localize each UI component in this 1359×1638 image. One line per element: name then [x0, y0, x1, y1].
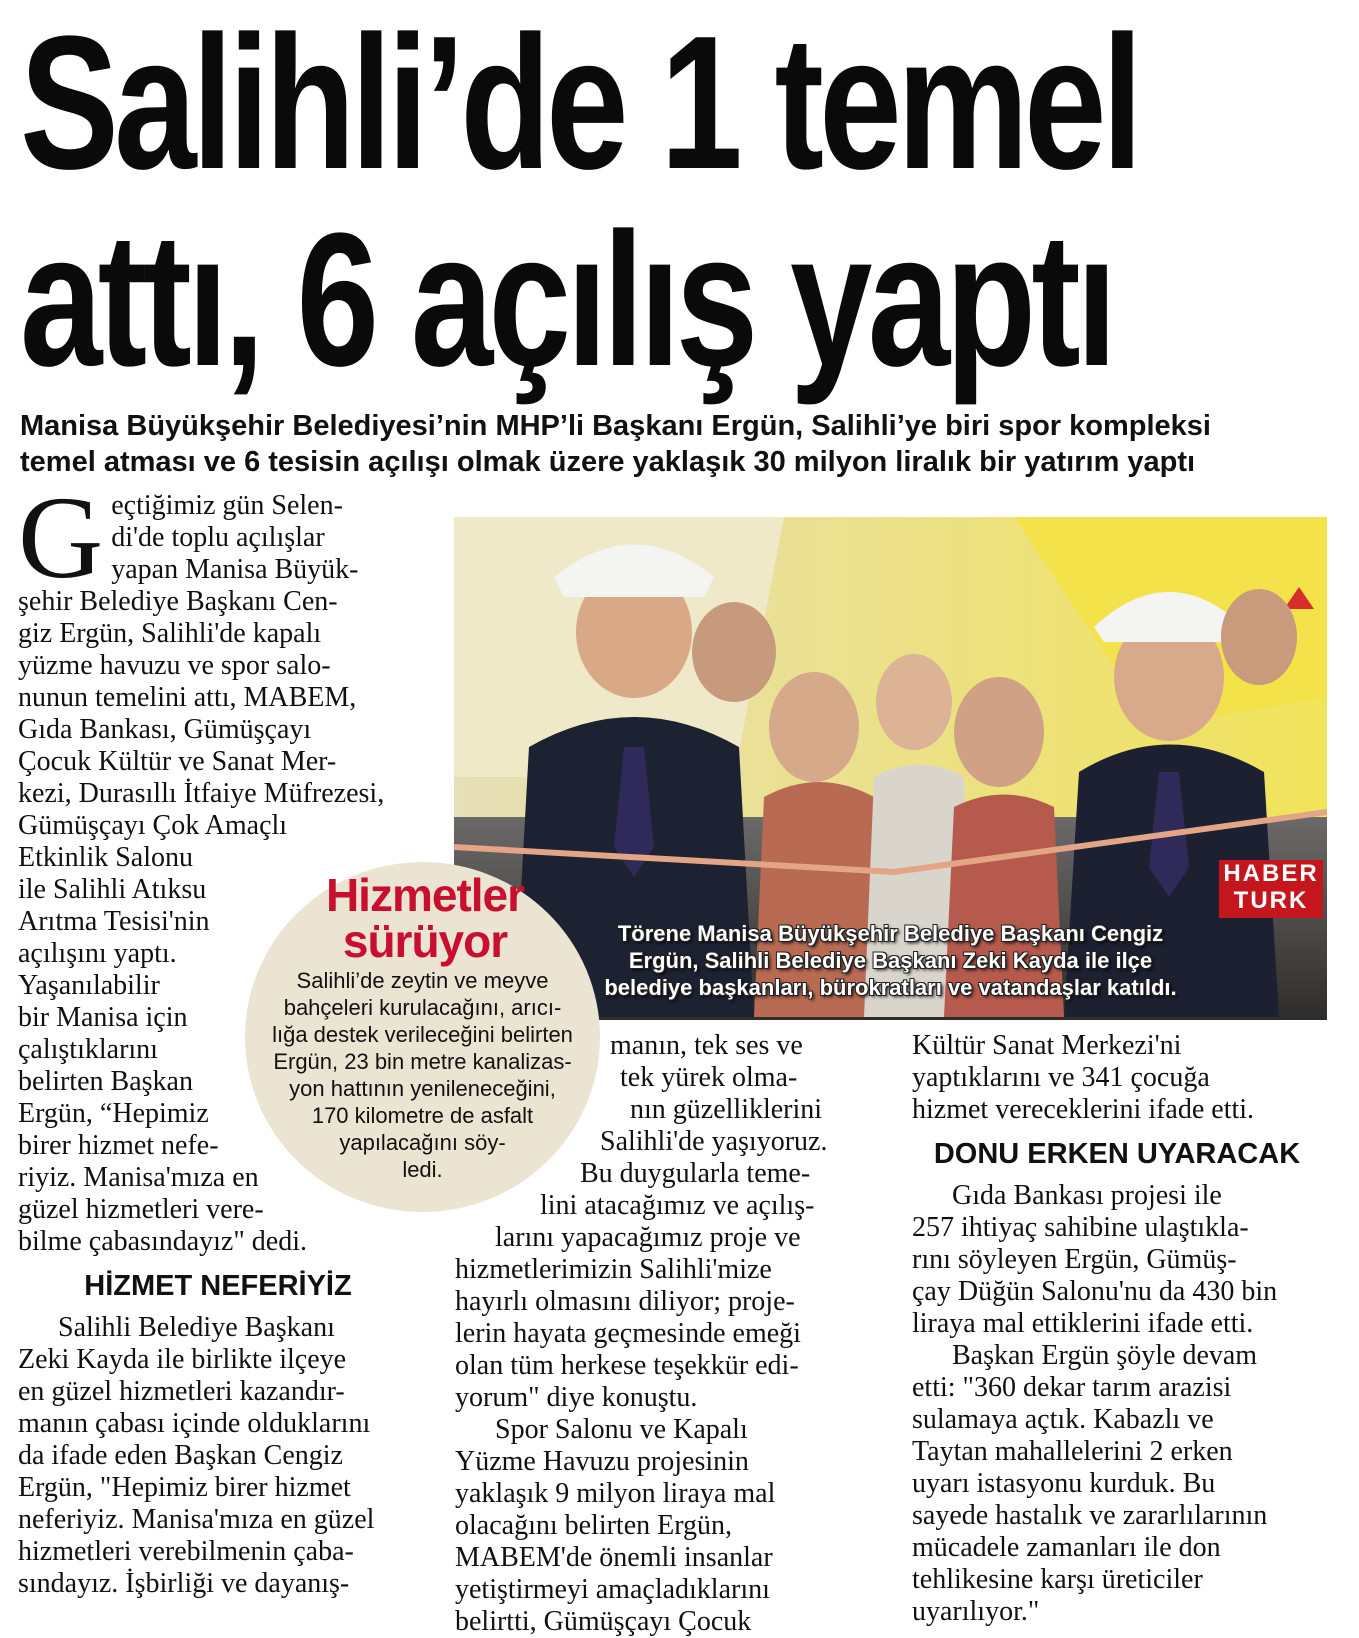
article-column-3 — [912, 1030, 1332, 1628]
text-line: tehlikesine karşı üreticiler — [912, 1564, 1203, 1595]
deck-line-1: Manisa Büyükşehir Belediyesi’nin MHP’li Başkanı Ergün, Salihli’ye biri spor kompleksi — [20, 410, 1211, 442]
text-line: çalıştıklarını — [18, 1034, 158, 1065]
text-line: MABEM'de önemli insanlar — [455, 1542, 773, 1573]
text-line: Arıtma Tesisi'nin — [18, 906, 210, 937]
callout-line: lığa destek verileceğini belirten — [272, 1022, 573, 1047]
logo-line-1: HABER — [1223, 860, 1319, 887]
text-line: uyarı istasyonu kurduk. Bu — [912, 1468, 1216, 1499]
callout-line: Ergün, 23 bin metre kanalizas- — [273, 1049, 572, 1074]
text-line: belirten Başkan — [18, 1066, 193, 1097]
caption-line: Ergün, Salihli Belediye Başkanı Zeki Kayda ile ilçe — [628, 948, 1153, 973]
text-line: belirtti, Gümüşçayı Çocuk — [455, 1606, 752, 1637]
text-line: 257 ihtiyaç sahibine ulaştıkla- — [912, 1212, 1249, 1243]
callout-line: yapılacağını söy- — [339, 1130, 506, 1155]
text-line: Ergün, "Hepimiz birer hizmet — [18, 1472, 351, 1503]
callout-line: Salihli’de zeytin ve meyve — [296, 968, 549, 993]
article-column-2 — [455, 1030, 875, 1638]
text-line: liraya mal ettiklerini ifade etti. — [912, 1308, 1254, 1339]
text-line: çay Düğün Salonu'nu da 430 bin — [912, 1276, 1278, 1307]
text-line: yorum" diye konuştu. — [455, 1382, 698, 1413]
text-line: Salihli'de yaşıyoruz. — [600, 1126, 828, 1157]
subhead-hizmet-neferiyiz: HİZMET NEFERİYİZ — [84, 1270, 352, 1302]
text-line: riyiz. Manisa'mıza en — [18, 1162, 259, 1193]
text-line: neferiyiz. Manisa'mıza en güzel — [18, 1504, 375, 1535]
text-line: Etkinlik Salonu — [18, 842, 193, 873]
text-line: yüzme havuzu ve spor salo- — [18, 650, 331, 681]
text-line: manın, tek ses ve — [610, 1030, 803, 1061]
text-line: bir Manisa için — [18, 1002, 188, 1033]
text-line: sayede hastalık ve zararlılarının — [912, 1500, 1268, 1531]
text-line: di'de toplu açılışlar — [111, 522, 325, 553]
text-line: olacağını belirten Ergün, — [455, 1510, 733, 1541]
text-line: manın çabası içinde olduklarını — [18, 1408, 371, 1439]
text-line: sındayız. İşbirliği ve dayanış- — [18, 1568, 350, 1599]
text-line: açılışını yaptı. — [18, 938, 177, 969]
text-line: giz Ergün, Salihli'de kapalı — [18, 618, 322, 649]
text-line: Gümüşçayı Çok Amaçlı — [18, 810, 288, 841]
text-line: da ifade eden Başkan Cengiz — [18, 1440, 343, 1471]
logo-line-2: TURK — [1233, 887, 1309, 914]
text-line: yaptıklarını ve 341 çocuğa — [912, 1062, 1210, 1093]
text-line: etti: "360 dekar tarım arazisi — [912, 1372, 1232, 1403]
text-line: Spor Salonu ve Kapalı — [495, 1414, 748, 1445]
text-line: hizmetlerimizin Salihli'mize — [455, 1254, 772, 1285]
text-line: Yüzme Havuzu projesinin — [455, 1446, 749, 1477]
callout-line: ledi. — [402, 1157, 443, 1182]
text-line: Kültür Sanat Merkezi'ni — [912, 1030, 1182, 1061]
text-line: nın güzelliklerini — [630, 1094, 823, 1125]
text-line: ile Salihli Atıksu — [18, 874, 207, 905]
text-line: hizmetleri verebilmenin çaba- — [18, 1536, 354, 1567]
text-line: rını söyleyen Ergün, Gümüş- — [912, 1244, 1237, 1275]
headline-line-1: Salihli’de 1 temel — [20, 0, 1139, 209]
text-line: Gıda Bankası, Gümüşçayı — [18, 714, 312, 745]
deck-line-2: temel atması ve 6 tesisin açılışı olmak üzere yaklaşık 30 milyon liralık bir yatırım yaptı — [20, 446, 1196, 478]
text-line: hizmet vereceklerini ifade etti. — [912, 1094, 1255, 1125]
callout-title — [275, 869, 575, 967]
text-line: yapan Manisa Büyük- — [111, 554, 359, 585]
text-line: mücadele zamanları ile don — [912, 1532, 1221, 1563]
text-line: Bu duygularla teme- — [580, 1158, 811, 1189]
text-line: şehir Belediye Başkanı Cen- — [18, 586, 338, 617]
text-line: sulamaya açtık. Kabazlı ve — [912, 1404, 1214, 1435]
text-line: Salihli Belediye Başkanı — [58, 1312, 335, 1343]
text-line: olan tüm herkese teşekkür edi- — [455, 1350, 799, 1381]
text-line: lini atacağımız ve açılış- — [540, 1190, 815, 1221]
text-line: larını yapacağımız proje ve — [495, 1222, 801, 1253]
text-line: kezi, Durasıllı İtfaiye Müfrezesi, — [18, 778, 385, 809]
text-line: birer hizmet nefe- — [18, 1130, 219, 1161]
text-line: bilme çabasındayız" dedi. — [18, 1226, 307, 1257]
text-line: lerin hayata geçmesinde emeği — [455, 1318, 801, 1349]
text-line: Gıda Bankası projesi ile — [952, 1180, 1222, 1211]
text-line: nunun temelini attı, MABEM, — [18, 682, 357, 713]
text-line: eçtiğimiz gün Selen- — [111, 490, 343, 521]
callout-title-line-1: Hizmetler — [325, 869, 525, 921]
text-line: Taytan mahallelerini 2 erken — [912, 1436, 1233, 1467]
text-line: Çocuk Kültür ve Sanat Mer- — [18, 746, 337, 777]
drop-cap: G — [18, 472, 104, 603]
caption-line: Törene Manisa Büyükşehir Belediye Başkanı Cengiz — [617, 921, 1164, 946]
callout-line: bahçeleri kurulacağını, arıcı- — [283, 995, 562, 1020]
callout-line: yon hattının yenileneceğini, — [289, 1076, 556, 1101]
text-line: Zeki Kayda ile birlikte ilçeye — [18, 1344, 347, 1375]
callout-title-line-2: sürüyor — [342, 915, 508, 967]
caption-line: belediye başkanları, bürokratları ve vatandaşlar katıldı. — [604, 975, 1177, 1000]
text-line: Yaşanılabilir — [18, 970, 160, 1001]
text-line: yetiştirmeyi amaçladıklarını — [455, 1574, 770, 1605]
text-line: uyarılıyor." — [912, 1596, 1040, 1627]
text-line: yaklaşık 9 milyon liraya mal — [455, 1478, 776, 1509]
text-line: en güzel hizmetleri kazandır- — [18, 1376, 345, 1407]
callout-line: 170 kilometre de asfalt — [311, 1103, 534, 1128]
text-line: güzel hizmetleri vere- — [18, 1194, 264, 1225]
text-line: Başkan Ergün şöyle devam — [952, 1340, 1258, 1371]
subhead-donu-erken-uyaracak: DONU ERKEN UYARACAK — [933, 1138, 1301, 1170]
text-line: tek yürek olma- — [620, 1062, 798, 1093]
text-line: Ergün, “Hepimiz — [18, 1098, 209, 1129]
headline-line-2: attı, 6 açılış yaptı — [20, 194, 1113, 406]
haberturk-logo — [1219, 860, 1323, 918]
text-line: hayırlı olmasını diliyor; proje- — [455, 1286, 795, 1317]
